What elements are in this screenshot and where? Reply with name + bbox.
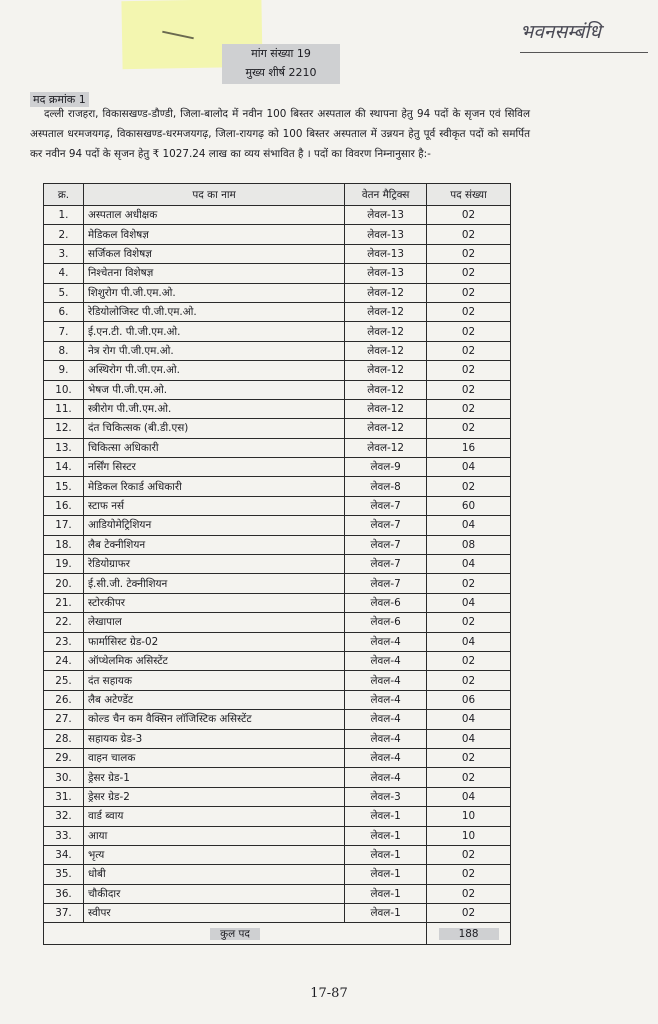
post-count-cell: 02 [427, 477, 511, 496]
table-row [44, 826, 511, 845]
serial-cell: 13. [44, 438, 84, 457]
serial-cell: 37. [44, 904, 84, 923]
pay-level-cell: लेवल-4 [345, 768, 427, 787]
serial-cell: 15. [44, 477, 84, 496]
post-name-cell: ड्रेसर ग्रेड-1 [83, 768, 344, 787]
post-count-cell: 02 [427, 768, 511, 787]
table-row [44, 845, 511, 864]
pay-level-cell: लेवल-13 [345, 225, 427, 244]
pay-level-cell: लेवल-4 [345, 710, 427, 729]
table-row [44, 748, 511, 767]
post-name-cell: भृत्य [83, 845, 344, 864]
table-row [44, 399, 511, 418]
post-name-cell: वाहन चालक [83, 748, 344, 767]
serial-cell: 20. [44, 574, 84, 593]
post-count-cell: 04 [427, 632, 511, 651]
post-name-cell: स्वीपर [83, 904, 344, 923]
post-name-cell: स्टाफ नर्स [83, 496, 344, 515]
post-count-cell: 02 [427, 206, 511, 225]
pay-level-cell: लेवल-6 [345, 613, 427, 632]
serial-cell: 29. [44, 748, 84, 767]
table-row [44, 438, 511, 457]
post-count-cell: 02 [427, 322, 511, 341]
serial-cell: 35. [44, 865, 84, 884]
post-name-cell: धोबी [83, 865, 344, 884]
table-row [44, 787, 511, 806]
serial-cell: 36. [44, 884, 84, 903]
description-paragraph: दल्ली राजहरा, विकासखण्ड-डौण्डी, जिला-बालोद में नवीन 100 बिस्तर अस्पताल की स्थापना हेतु 94 पदों के सृजन एवं सिविल अस्पताल धरमजयगढ़, विकासखण्ड-धरमजयगढ़, जिला-रायगढ़ को 100 बिस्तर अस्पताल में उन्नयन हेतु पूर्व स्वीकृत पदों को समर्पित कर नवीन 94 पदों के सृजन हेतु ₹ 1027.24 लाख का व्यय संभावित है । पदों का विवरण निम्नानुसार है:- [30, 108, 530, 160]
post-count-cell: 04 [427, 710, 511, 729]
pay-level-cell: लेवल-12 [345, 283, 427, 302]
pay-level-cell: लेवल-7 [345, 535, 427, 554]
post-count-cell: 04 [427, 787, 511, 806]
post-count-cell: 06 [427, 690, 511, 709]
post-name-cell: चिकित्सा अधिकारी [83, 438, 344, 457]
serial-cell: 11. [44, 399, 84, 418]
pay-level-cell: लेवल-1 [345, 845, 427, 864]
serial-cell: 32. [44, 807, 84, 826]
post-name-cell: नेत्र रोग पी.जी.एम.ओ. [83, 341, 344, 360]
post-name-cell: कोल्ड चैन कम वैक्सिन लॉजिस्टिक असिस्टेंट [83, 710, 344, 729]
post-count-cell: 60 [427, 496, 511, 515]
serial-cell: 8. [44, 341, 84, 360]
pay-level-cell: लेवल-12 [345, 419, 427, 438]
pay-level-cell: लेवल-1 [345, 904, 427, 923]
table-row [44, 613, 511, 632]
post-count-cell: 02 [427, 361, 511, 380]
pay-level-cell: लेवल-9 [345, 458, 427, 477]
serial-cell: 31. [44, 787, 84, 806]
serial-cell: 6. [44, 302, 84, 321]
serial-cell: 9. [44, 361, 84, 380]
total-value-cell [427, 923, 511, 945]
serial-cell: 10. [44, 380, 84, 399]
pay-level-cell: लेवल-12 [345, 438, 427, 457]
post-count-cell: 02 [427, 904, 511, 923]
post-count-cell: 02 [427, 244, 511, 263]
table-row [44, 341, 511, 360]
post-count-cell: 02 [427, 613, 511, 632]
handwritten-note: भवनसम्बंधि [520, 21, 601, 43]
serial-cell: 14. [44, 458, 84, 477]
post-name-cell: आया [83, 826, 344, 845]
table-row [44, 225, 511, 244]
table-row [44, 516, 511, 535]
table-row [44, 884, 511, 903]
total-row [44, 923, 511, 945]
post-name-cell: लैब अटेण्डेंट [83, 690, 344, 709]
post-name-cell: मेडिकल रिकार्ड अधिकारी [83, 477, 344, 496]
post-name-cell: ई.सी.जी. टेक्नीशियन [83, 574, 344, 593]
post-count-cell: 02 [427, 845, 511, 864]
serial-cell: 28. [44, 729, 84, 748]
pay-level-cell: लेवल-13 [345, 244, 427, 263]
pay-level-cell: लेवल-4 [345, 729, 427, 748]
demand-number: मांग संख्या 19 [251, 47, 311, 60]
post-count-cell: 10 [427, 826, 511, 845]
total-value: 188 [439, 928, 499, 940]
post-count-cell: 02 [427, 574, 511, 593]
post-name-cell: दंत चिकित्सक (बी.डी.एस) [83, 419, 344, 438]
post-name-cell: वार्ड ब्वाय [83, 807, 344, 826]
post-name-cell: अस्थिरोग पी.जी.एम.ओ. [83, 361, 344, 380]
total-label-cell [44, 923, 427, 945]
post-name-cell: लेखापाल [83, 613, 344, 632]
pay-level-cell: लेवल-4 [345, 748, 427, 767]
table-row [44, 768, 511, 787]
post-name-cell: ड्रेसर ग्रेड-2 [83, 787, 344, 806]
table-row [44, 690, 511, 709]
post-count-cell: 02 [427, 884, 511, 903]
table-row [44, 535, 511, 554]
table-row [44, 632, 511, 651]
post-name-cell: भेषज पी.जी.एम.ओ. [83, 380, 344, 399]
table-row [44, 555, 511, 574]
pay-level-cell: लेवल-6 [345, 593, 427, 612]
table-row [44, 380, 511, 399]
table-row [44, 574, 511, 593]
serial-cell: 16. [44, 496, 84, 515]
table-row [44, 593, 511, 612]
table-row [44, 710, 511, 729]
table-row [44, 458, 511, 477]
post-name-cell: आडियोमेट्रिशियन [83, 516, 344, 535]
post-count-cell: 02 [427, 341, 511, 360]
post-count-cell: 02 [427, 225, 511, 244]
post-count-cell: 02 [427, 651, 511, 670]
post-count-cell: 02 [427, 283, 511, 302]
table-row [44, 865, 511, 884]
pay-level-cell: लेवल-7 [345, 574, 427, 593]
serial-cell: 24. [44, 651, 84, 670]
pay-level-cell: लेवल-4 [345, 651, 427, 670]
pay-level-cell: लेवल-8 [345, 477, 427, 496]
post-name-cell: शिशुरोग पी.जी.एम.ओ. [83, 283, 344, 302]
post-count-cell: 02 [427, 399, 511, 418]
total-label: कुल पद [210, 928, 260, 940]
serial-cell: 19. [44, 555, 84, 574]
table-row [44, 361, 511, 380]
post-count-cell: 04 [427, 555, 511, 574]
main-head: मुख्य शीर्ष 2210 [245, 66, 317, 79]
serial-cell: 1. [44, 206, 84, 225]
posts-table [43, 183, 511, 945]
post-count-cell: 16 [427, 438, 511, 457]
serial-cell: 27. [44, 710, 84, 729]
post-count-cell: 02 [427, 748, 511, 767]
post-name-cell: रेडियोलोजिस्ट पी.जी.एम.ओ. [83, 302, 344, 321]
post-name-cell: नर्सिंग सिस्टर [83, 458, 344, 477]
post-count-cell: 10 [427, 807, 511, 826]
pay-level-cell: लेवल-1 [345, 884, 427, 903]
post-count-cell: 04 [427, 516, 511, 535]
table-row [44, 651, 511, 670]
pay-level-cell: लेवल-7 [345, 516, 427, 535]
serial-cell: 34. [44, 845, 84, 864]
pay-level-cell: लेवल-1 [345, 865, 427, 884]
header-serial: क्र. [44, 184, 84, 206]
serial-cell: 25. [44, 671, 84, 690]
header-pay-matrix: वेतन मैट्रिक्स [345, 184, 427, 206]
serial-cell: 5. [44, 283, 84, 302]
post-count-cell: 02 [427, 302, 511, 321]
pay-level-cell: लेवल-13 [345, 206, 427, 225]
pay-level-cell: लेवल-13 [345, 264, 427, 283]
post-name-cell: अस्पताल अधीक्षक [83, 206, 344, 225]
pay-level-cell: लेवल-4 [345, 632, 427, 651]
table-row [44, 206, 511, 225]
table-row [44, 496, 511, 515]
post-count-cell: 02 [427, 671, 511, 690]
post-name-cell: रेडियोग्राफर [83, 555, 344, 574]
demand-header [222, 44, 340, 84]
pay-level-cell: लेवल-3 [345, 787, 427, 806]
pay-level-cell: लेवल-12 [345, 322, 427, 341]
item-label: मद क्रमांक 1 [30, 92, 89, 107]
pay-level-cell: लेवल-12 [345, 341, 427, 360]
table-row [44, 419, 511, 438]
post-count-cell: 04 [427, 729, 511, 748]
post-name-cell: सर्जिकल विशेषज्ञ [83, 244, 344, 263]
table-row [44, 283, 511, 302]
post-name-cell: चौकीदार [83, 884, 344, 903]
post-count-cell: 02 [427, 865, 511, 884]
serial-cell: 12. [44, 419, 84, 438]
table-row [44, 729, 511, 748]
post-count-cell: 02 [427, 380, 511, 399]
post-name-cell: मेडिकल विशेषज्ञ [83, 225, 344, 244]
post-count-cell: 04 [427, 593, 511, 612]
serial-cell: 22. [44, 613, 84, 632]
serial-cell: 23. [44, 632, 84, 651]
pay-level-cell: लेवल-4 [345, 671, 427, 690]
serial-cell: 26. [44, 690, 84, 709]
serial-cell: 21. [44, 593, 84, 612]
table-row [44, 322, 511, 341]
post-name-cell: निश्चेतना विशेषज्ञ [83, 264, 344, 283]
post-name-cell: सहायक ग्रेड-3 [83, 729, 344, 748]
table-row [44, 671, 511, 690]
pay-level-cell: लेवल-12 [345, 302, 427, 321]
post-name-cell: ऑप्थेलमिक असिस्टेंट [83, 651, 344, 670]
post-name-cell: लैब टेक्नीशियन [83, 535, 344, 554]
handwritten-underline [520, 52, 648, 53]
serial-cell: 4. [44, 264, 84, 283]
serial-cell: 18. [44, 535, 84, 554]
post-name-cell: फार्मासिस्ट ग्रेड-02 [83, 632, 344, 651]
post-name-cell: स्टोरकीपर [83, 593, 344, 612]
page-number: 17-87 [310, 986, 348, 1001]
post-name-cell: दंत सहायक [83, 671, 344, 690]
post-name-cell: ई.एन.टी. पी.जी.एम.ओ. [83, 322, 344, 341]
post-count-cell: 04 [427, 458, 511, 477]
serial-cell: 2. [44, 225, 84, 244]
pay-level-cell: लेवल-7 [345, 496, 427, 515]
table-header-row [44, 184, 511, 206]
header-post-count: पद संख्या [427, 184, 511, 206]
pay-level-cell: लेवल-4 [345, 690, 427, 709]
pay-level-cell: लेवल-1 [345, 826, 427, 845]
serial-cell: 7. [44, 322, 84, 341]
table-row [44, 244, 511, 263]
table-row [44, 807, 511, 826]
pay-level-cell: लेवल-12 [345, 361, 427, 380]
table-row [44, 904, 511, 923]
serial-cell: 33. [44, 826, 84, 845]
pay-level-cell: लेवल-12 [345, 399, 427, 418]
post-count-cell: 02 [427, 419, 511, 438]
pay-level-cell: लेवल-7 [345, 555, 427, 574]
table-row [44, 264, 511, 283]
header-post-name: पद का नाम [83, 184, 344, 206]
pay-level-cell: लेवल-1 [345, 807, 427, 826]
pay-level-cell: लेवल-12 [345, 380, 427, 399]
serial-cell: 30. [44, 768, 84, 787]
table-row [44, 302, 511, 321]
serial-cell: 17. [44, 516, 84, 535]
table-row [44, 477, 511, 496]
post-name-cell: स्त्रीरोग पी.जी.एम.ओ. [83, 399, 344, 418]
post-count-cell: 02 [427, 264, 511, 283]
post-count-cell: 08 [427, 535, 511, 554]
serial-cell: 3. [44, 244, 84, 263]
